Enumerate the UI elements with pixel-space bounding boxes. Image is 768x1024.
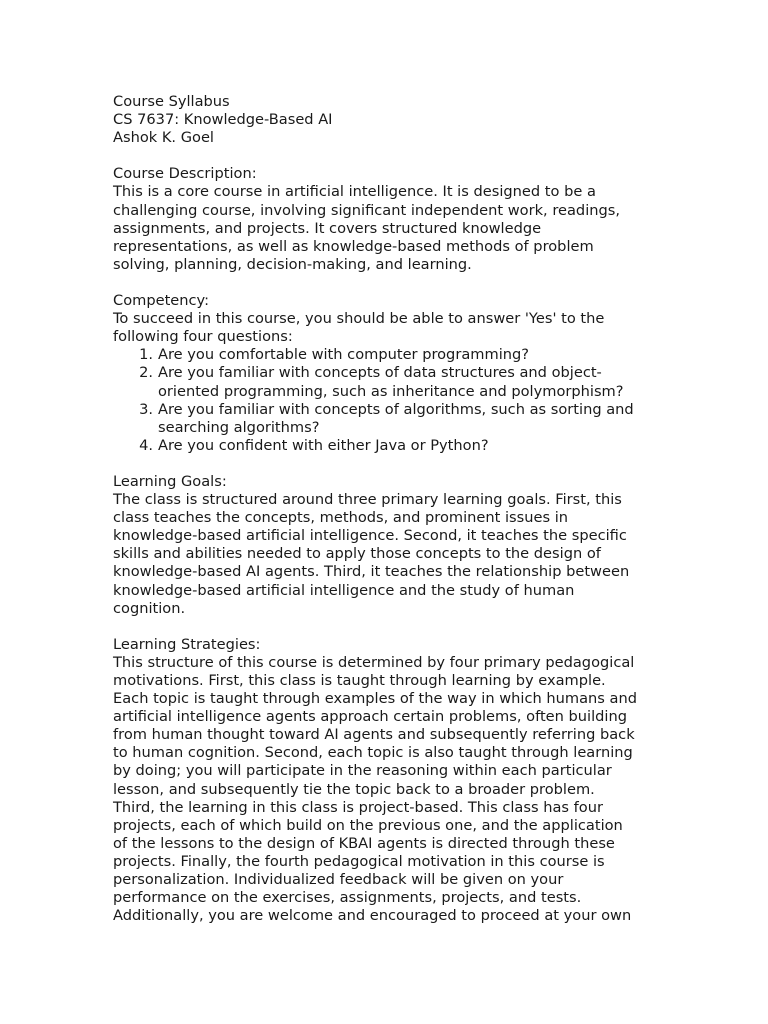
paragraph-line: knowledge-based AI agents. Third, it teaches the relationship between	[113, 563, 630, 581]
paragraph-line: Each topic is taught through examples of the way in which humans and	[113, 690, 637, 708]
list-item-line: Are you comfortable with computer programming?	[158, 346, 530, 364]
paragraph-line: cognition.	[113, 599, 186, 617]
document-title: Course Syllabus	[113, 93, 230, 110]
competency-question-list	[113, 346, 673, 455]
paragraph-line: solving, planning, decision-making, and learning.	[113, 255, 472, 273]
instructor-name: Ashok K. Goel	[113, 129, 214, 147]
paragraph-line: projects. Finally, the fourth pedagogical motivation in this course is	[113, 852, 605, 870]
paragraph-line: knowledge-based artificial intelligence. Second, it teaches the specific	[113, 527, 627, 545]
paragraph-line: of the lessons to the design of KBAI agents is directed through these	[113, 834, 615, 852]
paragraph-line: skills and abilities needed to apply those concepts to the design of	[113, 545, 601, 563]
paragraph-line: challenging course, involving significant independent work, readings,	[113, 201, 621, 219]
competency-section	[113, 292, 673, 455]
paragraph-line: artificial intelligence agents approach certain problems, often building	[113, 708, 627, 726]
paragraph-line: Third, the learning in this class is project-based. This class has four	[113, 798, 603, 816]
course-description-section	[113, 165, 673, 274]
paragraph-line: motivations. First, this class is taught through learning by example.	[113, 672, 606, 689]
list-item	[113, 401, 673, 437]
paragraph-line: To succeed in this course, you should be able to answer 'Yes' to the	[113, 310, 605, 328]
paragraph-line: projects, each of which build on the previous one, and the application	[113, 816, 623, 834]
learning-goals-section	[113, 473, 673, 618]
section-heading: Competency:	[113, 292, 210, 310]
section-heading: Course Description:	[113, 165, 257, 183]
course-code-title: CS 7637: Knowledge-Based AI	[113, 111, 333, 129]
list-item-line: searching algorithms?	[158, 418, 320, 436]
paragraph-line: from human thought toward AI agents and subsequently referring back	[113, 726, 635, 744]
paragraph-line: lesson, and subsequently tie the topic back to a broader problem.	[113, 780, 595, 798]
list-item-line: Are you confident with either Java or Python?	[158, 436, 489, 454]
list-item	[113, 437, 673, 455]
section-heading: Learning Strategies:	[113, 635, 261, 653]
list-number: 2.	[139, 364, 153, 382]
paragraph-line: following four questions:	[113, 328, 293, 346]
list-item	[113, 364, 673, 400]
syllabus-document	[113, 93, 673, 925]
paragraph-line: Additionally, you are welcome and encouraged to proceed at your own	[113, 907, 632, 925]
list-number: 1.	[139, 346, 153, 364]
paragraph-line: The class is structured around three primary learning goals. First, this	[113, 491, 622, 509]
paragraph-line: personalization. Individualized feedback will be given on your	[113, 871, 564, 889]
list-number: 4.	[139, 436, 153, 454]
paragraph-line: representations, as well as knowledge-based methods of problem	[113, 237, 594, 255]
list-item-line: Are you familiar with concepts of algorithms, such as sorting and	[158, 400, 634, 418]
paragraph-line: to human cognition. Second, each topic is also taught through learning	[113, 744, 633, 762]
paragraph-line: This is a core course in artificial intelligence. It is designed to be a	[113, 183, 596, 201]
list-item-line: Are you familiar with concepts of data structures and object-	[158, 364, 602, 382]
list-item-line: oriented programming, such as inheritance and polymorphism?	[158, 382, 624, 400]
section-heading: Learning Goals:	[113, 472, 227, 490]
learning-strategies-section	[113, 636, 673, 926]
paragraph-line: class teaches the concepts, methods, and prominent issues in	[113, 509, 569, 527]
list-number: 3.	[139, 400, 153, 418]
paragraph-line: This structure of this course is determined by four primary pedagogical	[113, 653, 635, 671]
paragraph-line: assignments, and projects. It covers structured knowledge	[113, 219, 542, 237]
paragraph-line: performance on the exercises, assignments, projects, and tests.	[113, 889, 582, 907]
paragraph-line: knowledge-based artificial intelligence and the study of human	[113, 581, 575, 599]
paragraph-line: by doing; you will participate in the reasoning within each particular	[113, 762, 612, 780]
list-item	[113, 346, 673, 364]
